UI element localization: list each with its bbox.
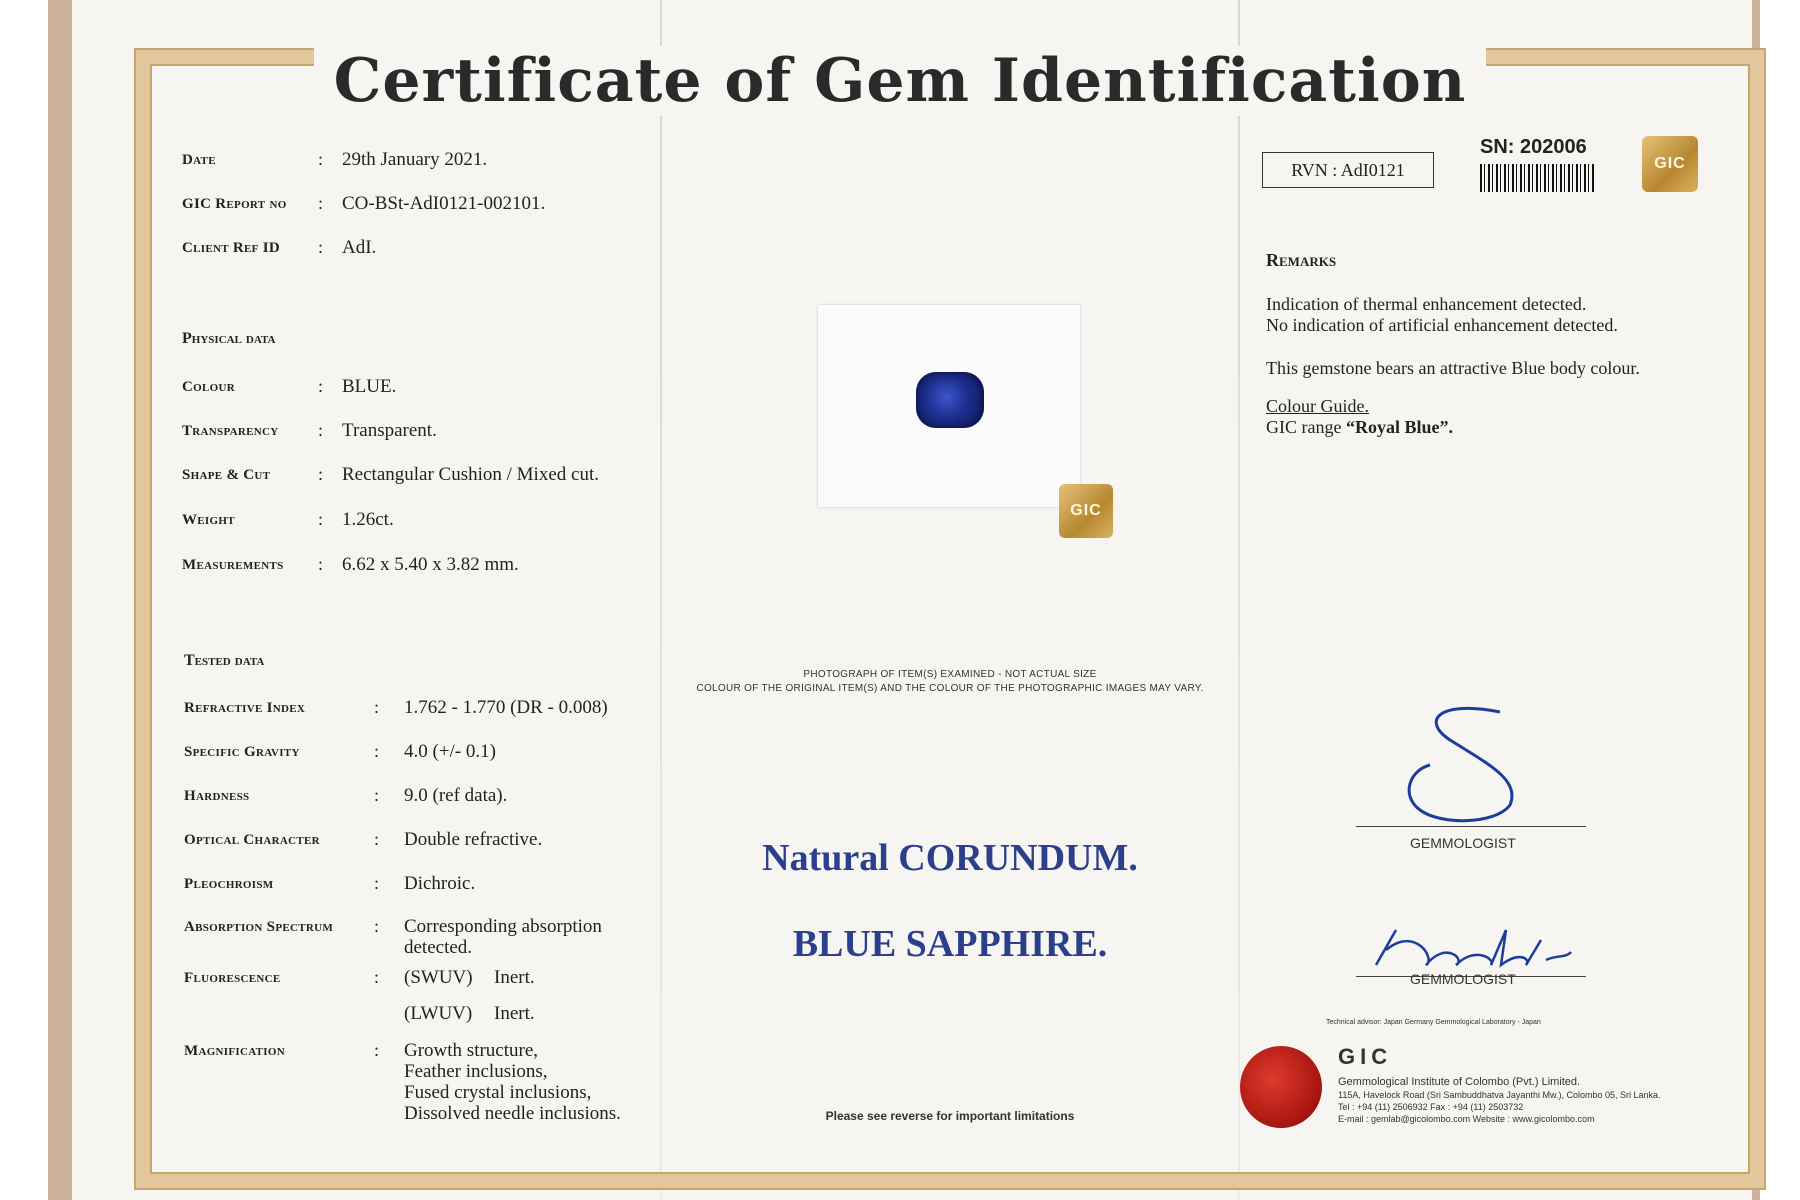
swuv-label: (SWUV): [404, 967, 473, 988]
absorption-value-1: Corresponding absorption: [404, 916, 602, 937]
remark-3: This gemstone bears an attractive Blue body colour.: [1266, 358, 1640, 378]
remark-2: No indication of artificial enhancement detected.: [1266, 315, 1618, 335]
optical-value: Double refractive.: [404, 829, 543, 850]
limitations-note: Please see reverse for important limitations: [825, 1109, 1075, 1123]
weight-value: 1.26ct.: [342, 509, 394, 530]
measurements-label: Measurements: [182, 557, 284, 573]
sg-value: 4.0 (+/- 0.1): [404, 741, 496, 762]
magnification-line: Feather inclusions,: [404, 1061, 548, 1082]
transparency-label: Transparency: [182, 423, 279, 439]
institute-logo-text: GIC: [1338, 1044, 1393, 1069]
weight-label: Weight: [182, 512, 235, 528]
absorption-label: Absorption Spectrum: [184, 919, 334, 935]
colour-value: BLUE.: [342, 376, 397, 397]
serial-number: SN: 202006: [1480, 136, 1587, 158]
ri-value: 1.762 - 1.770 (DR - 0.008): [404, 697, 608, 718]
magnification-line: Growth structure,: [404, 1040, 539, 1061]
institute-email: E-mail : gemlab@gicolombo.com Website : www.gicolombo.com: [1338, 1114, 1595, 1124]
physical-heading: Physical data: [182, 330, 276, 347]
variety-name: BLUE SAPPHIRE.: [792, 923, 1108, 965]
colour-label: Colour: [182, 379, 235, 395]
certificate-title: Certificate of Gem Identification: [0, 46, 1800, 116]
photo-note-1: PHOTOGRAPH OF ITEM(S) EXAMINED - NOT ACTUAL SIZE: [803, 669, 1097, 680]
gemmologist-signature-1: [1380, 700, 1540, 830]
pleochroism-value: Dichroic.: [404, 873, 476, 894]
gemmologist-label-1: GEMMOLOGIST: [1410, 835, 1516, 851]
colour-guide-title: Colour Guide.: [1266, 396, 1369, 416]
technical-advisor: Technical advisor: Japan Germany Gemmological Laboratory - Japan: [1326, 1019, 1541, 1026]
hardness-value: 9.0 (ref data).: [404, 785, 508, 806]
magnification-line: Fused crystal inclusions,: [404, 1082, 592, 1103]
client-label: Client Ref ID: [182, 240, 281, 256]
remarks-heading: Remarks: [1266, 250, 1337, 270]
report-value: CO-BSt-AdI0121-002101.: [342, 193, 546, 214]
ri-label: Refractive Index: [184, 700, 306, 716]
measurements-value: 6.62 x 5.40 x 3.82 mm.: [342, 554, 519, 575]
shape-value: Rectangular Cushion / Mixed cut.: [342, 464, 599, 485]
absorption-value-2: detected.: [404, 937, 473, 958]
rvn-box: RVN : AdI0121: [1262, 152, 1434, 188]
optical-label: Optical Character: [184, 832, 320, 848]
hologram-sticker: GIC: [1642, 136, 1698, 192]
tested-heading: Tested data: [184, 652, 265, 669]
magnification-line: Dissolved needle inclusions.: [404, 1103, 621, 1124]
gic-range: GIC range “Royal Blue”.: [1266, 417, 1453, 437]
institute-name: Gemmological Institute of Colombo (Pvt.) Limited.: [1338, 1076, 1581, 1088]
swuv-value: Inert.: [494, 967, 535, 988]
pleochroism-label: Pleochroism: [184, 876, 274, 892]
gic-range-value: “Royal Blue”.: [1345, 417, 1453, 437]
gemmologist-label-2: GEMMOLOGIST: [1410, 971, 1516, 987]
sapphire-photo: [916, 372, 984, 428]
certificate-border: [136, 50, 1764, 1188]
hologram-sticker: GIC: [1059, 484, 1113, 538]
institute-phone: Tel : +94 (11) 2506932 Fax : +94 (11) 2503732: [1338, 1102, 1524, 1112]
barcode: [1480, 164, 1596, 192]
fluorescence-label: Fluorescence: [184, 970, 281, 986]
magnification-label: Magnification: [184, 1043, 285, 1059]
report-label: GIC Report no: [182, 196, 287, 212]
hardness-label: Hardness: [184, 788, 250, 804]
date-value: 29th January 2021.: [342, 149, 488, 170]
date-label: Date: [182, 152, 216, 168]
wax-seal: [1240, 1046, 1322, 1128]
lwuv-value: Inert.: [494, 1003, 535, 1024]
institute-address: 115A, Havelock Road (Sri Sambuddhatva Jayanthi Mw.), Colombo 05, Sri Lanka.: [1338, 1090, 1661, 1100]
client-value: AdI.: [342, 237, 377, 258]
lwuv-label: (LWUV): [404, 1003, 473, 1024]
photo-note-2: COLOUR OF THE ORIGINAL ITEM(S) AND THE COLOUR OF THE PHOTOGRAPHIC IMAGES MAY VARY.: [696, 683, 1204, 694]
transparency-value: Transparent.: [342, 420, 437, 441]
species-name: Natural CORUNDUM.: [762, 837, 1138, 879]
sg-label: Specific Gravity: [184, 744, 300, 760]
remark-1: Indication of thermal enhancement detected.: [1266, 294, 1587, 314]
shape-label: Shape & Cut: [182, 467, 271, 483]
